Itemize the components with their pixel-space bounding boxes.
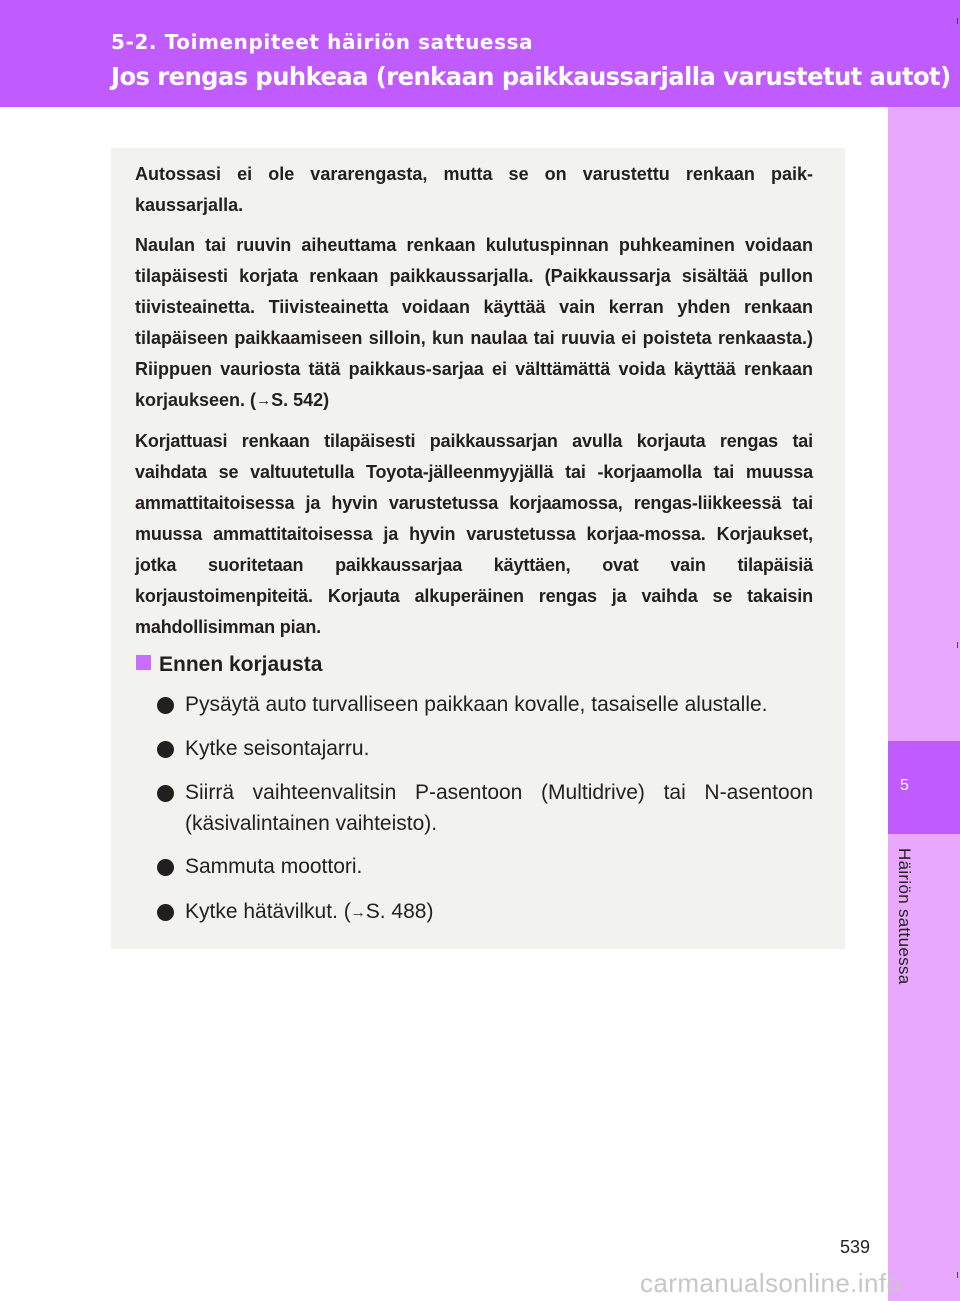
page-title: Jos rengas puhkeaa (renkaan paikkaussarjalla varustetut autot) (111, 62, 951, 91)
list-item-text: Sammuta moottori. (185, 855, 363, 878)
chapter-number: 5 (900, 777, 909, 794)
page-reference-link[interactable]: S. 542) (271, 390, 330, 410)
arrow-right-icon: → (350, 904, 366, 921)
repair-kit-paragraph (135, 230, 813, 416)
list-item (157, 733, 813, 764)
watermark: carmanualsonline.info (640, 1268, 902, 1298)
page-reference-link[interactable]: S. 488) (365, 900, 434, 923)
bullet-dot-icon (157, 741, 174, 758)
repair-kit-text: Naulan tai ruuvin aiheuttama renkaan kulutuspinnan puhkeaminen voidaan tilapäisesti korjata renkaan paikkaussarjalla. (Paikkaussarja sisältää pullon tiivisteainetta. Tiivisteainetta voidaan käyttää vain kerran yhden renkaan tilapäiseen paikkaamiseen silloin, kun naulaa tai ruuvia ei poisteta renkaasta.) Riippuen vauriosta tätä paikkaus-sarjaa ei välttämättä voida käyttää renkaan korjaukseen. ( (135, 235, 813, 410)
arrow-right-icon: → (256, 392, 272, 409)
section-subheading (136, 653, 322, 677)
list-item (157, 689, 813, 720)
hazard-lights-text: Kytke hätävilkut. ( (185, 900, 351, 923)
intro-paragraph: Autossasi ei ole vararengasta, mutta se on varustettu renkaan paik-kaussarjalla. (135, 164, 813, 215)
header-bar (0, 0, 960, 107)
list-item (157, 851, 813, 882)
list-item (157, 896, 813, 928)
after-repair-paragraph: Korjattuasi renkaan tilapäisesti paikkaussarjan avulla korjauta rengas tai vaihdata se valtuutetulla Toyota-jälleenmyyjällä tai -korjaamolla tai muussa ammattitaitoisessa ja hyvin varustetussa korjaamossa, rengas-liikkeessä tai muussa ammattitaitoisessa ja hyvin varustetussa korjaa-mossa. Korjaukset, jotka suoritetaan paikkaussarjaa käyttäen, ovat vain tilapäisiä korjaustoimenpiteitä. Korjauta alkuperäinen rengas ja vaihda se takaisin mahdollisimman pian. (135, 431, 813, 637)
bullet-dot-icon (157, 904, 174, 921)
list-item-text (185, 896, 813, 928)
list-item-text: Kytke seisontajarru. (185, 737, 370, 760)
chapter-number-tab[interactable] (888, 741, 960, 834)
side-tab-label: Häiriön sattuessa (895, 848, 914, 985)
list-item (157, 777, 813, 839)
square-bullet-icon (136, 655, 151, 670)
crop-mark (957, 642, 958, 648)
crop-mark (957, 18, 958, 24)
page-number: 539 (840, 1237, 871, 1257)
bullet-dot-icon (157, 785, 174, 802)
subheading-text: Ennen korjausta (159, 653, 323, 676)
list-item-text: Pysäytä auto turvalliseen paikkaan kovalle, tasaiselle alustalle. (185, 693, 768, 716)
content-box (111, 148, 845, 949)
bullet-dot-icon (157, 859, 174, 876)
list-item-text: Siirrä vaihteenvalitsin P-asentoon (Multidrive) tai N-asentoon (käsivalintainen vaihteisto). (185, 781, 813, 835)
crop-mark (957, 1272, 958, 1278)
bullet-dot-icon (157, 697, 174, 714)
side-tab (888, 107, 960, 1301)
section-label: 5-2. Toimenpiteet häiriön sattuessa (111, 30, 534, 54)
